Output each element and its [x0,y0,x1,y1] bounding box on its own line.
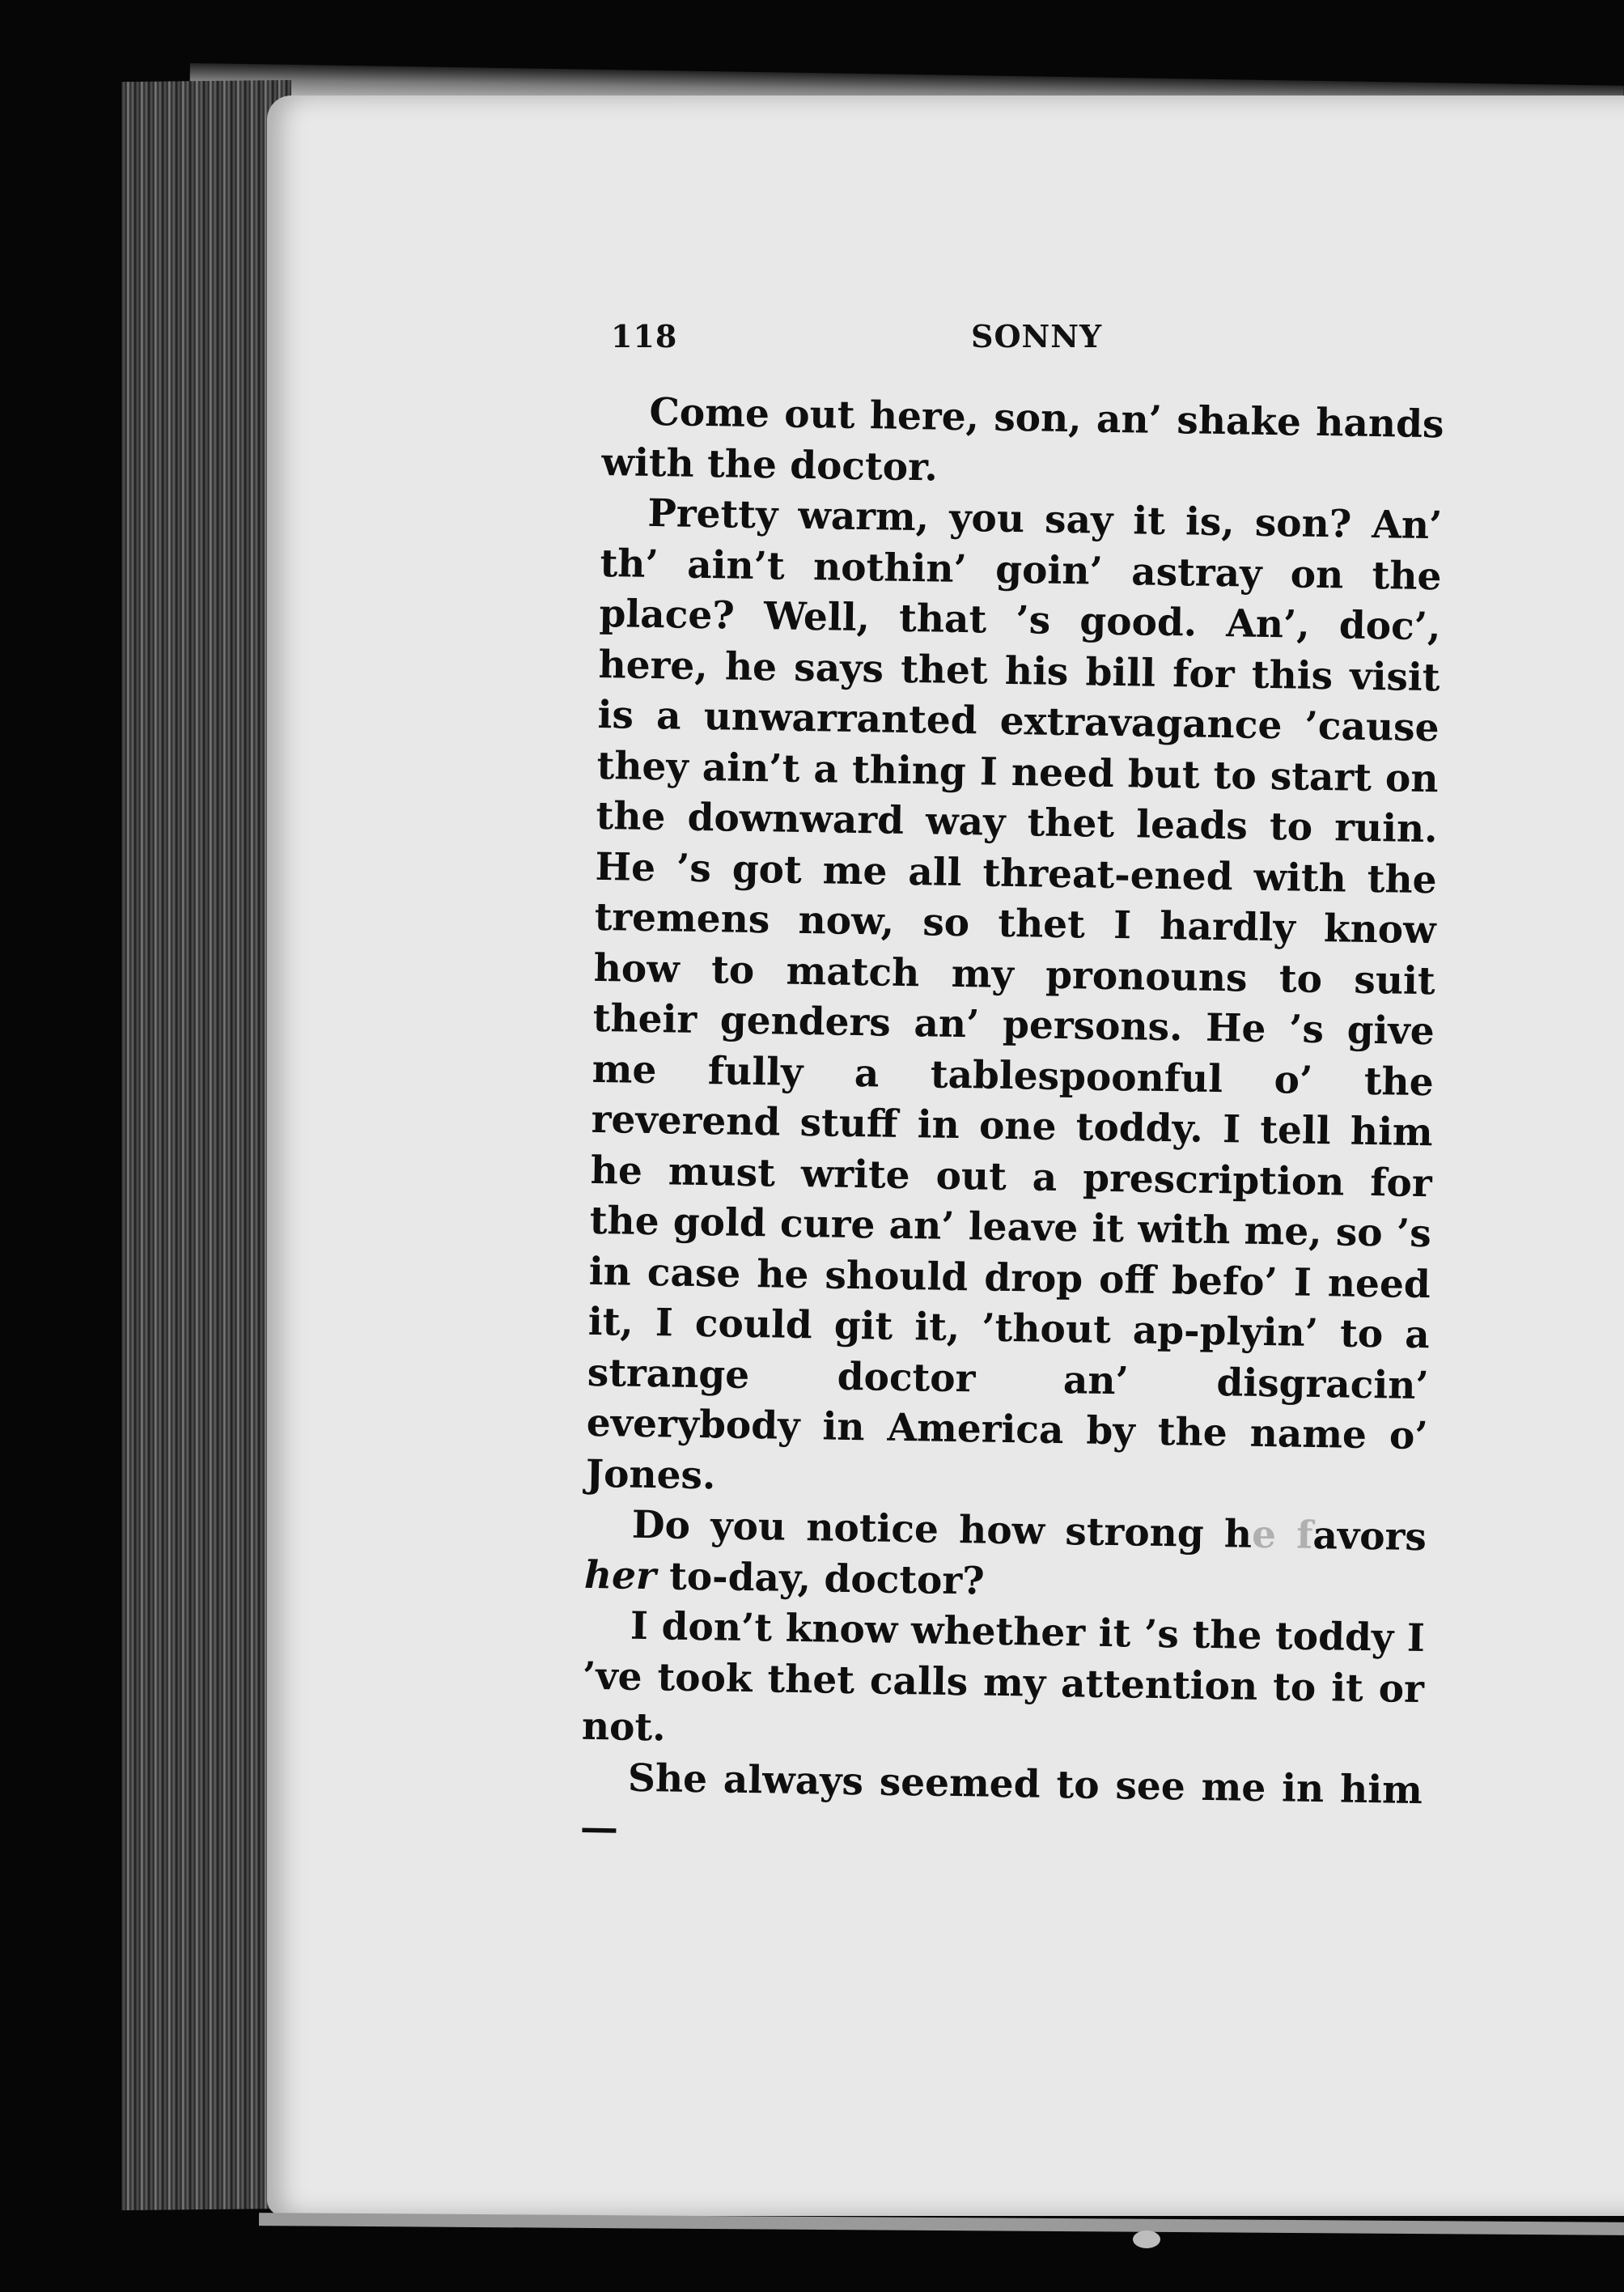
paragraph: She always seemed to see me in him — [579,1755,1423,1851]
page-bottom-edge [259,2213,1624,2235]
paragraph-favors [583,1500,1427,1614]
running-head [611,318,1420,367]
text-span: to-day, doctor? [655,1553,986,1604]
paragraph: Pretty warm, you say it is, son? An’ th’ ain’t nothin’ goin’ astray on the place? Well, that ’s good. An’, doc’, here, he says thet his bill for this visit is a unwarranted extravagance ’cause they ain’t a thing I need but to start on the downward way thet leads to ruin. He ’s got me all threat-ened with the tremens now, so thet I hardly know how to match my pronouns to suit their genders an’ persons. He ’s give me fully a tablespoonful o’ the reverend stuff in one toddy. I tell him he must write out a prescription for the gold cure an’ leave it with me, so ’s in case he should drop off befo’ I need it, I could git it, ’thout ap-plyin’ to a strange doctor an’ disgracin’ everybody in America by the name o’ Jones. [585,490,1443,1498]
book-page-edges [121,80,291,2210]
text-span: Do you notice how strong h [631,1502,1253,1557]
paragraph: Come out here, son, an’ shake hands with the doctor. [601,389,1444,490]
italic-word: her [583,1552,657,1598]
body-text [580,387,1444,1867]
page-number: 118 [611,318,678,354]
text-span: avors [1312,1513,1427,1560]
obscured-text: e f [1251,1512,1313,1558]
running-title: SONNY [971,318,1103,354]
binding-mark [1133,2230,1160,2248]
paragraph: I don’t know whether it ’s the toddy I ’ve took thet calls my attention to it or not. [581,1603,1426,1751]
